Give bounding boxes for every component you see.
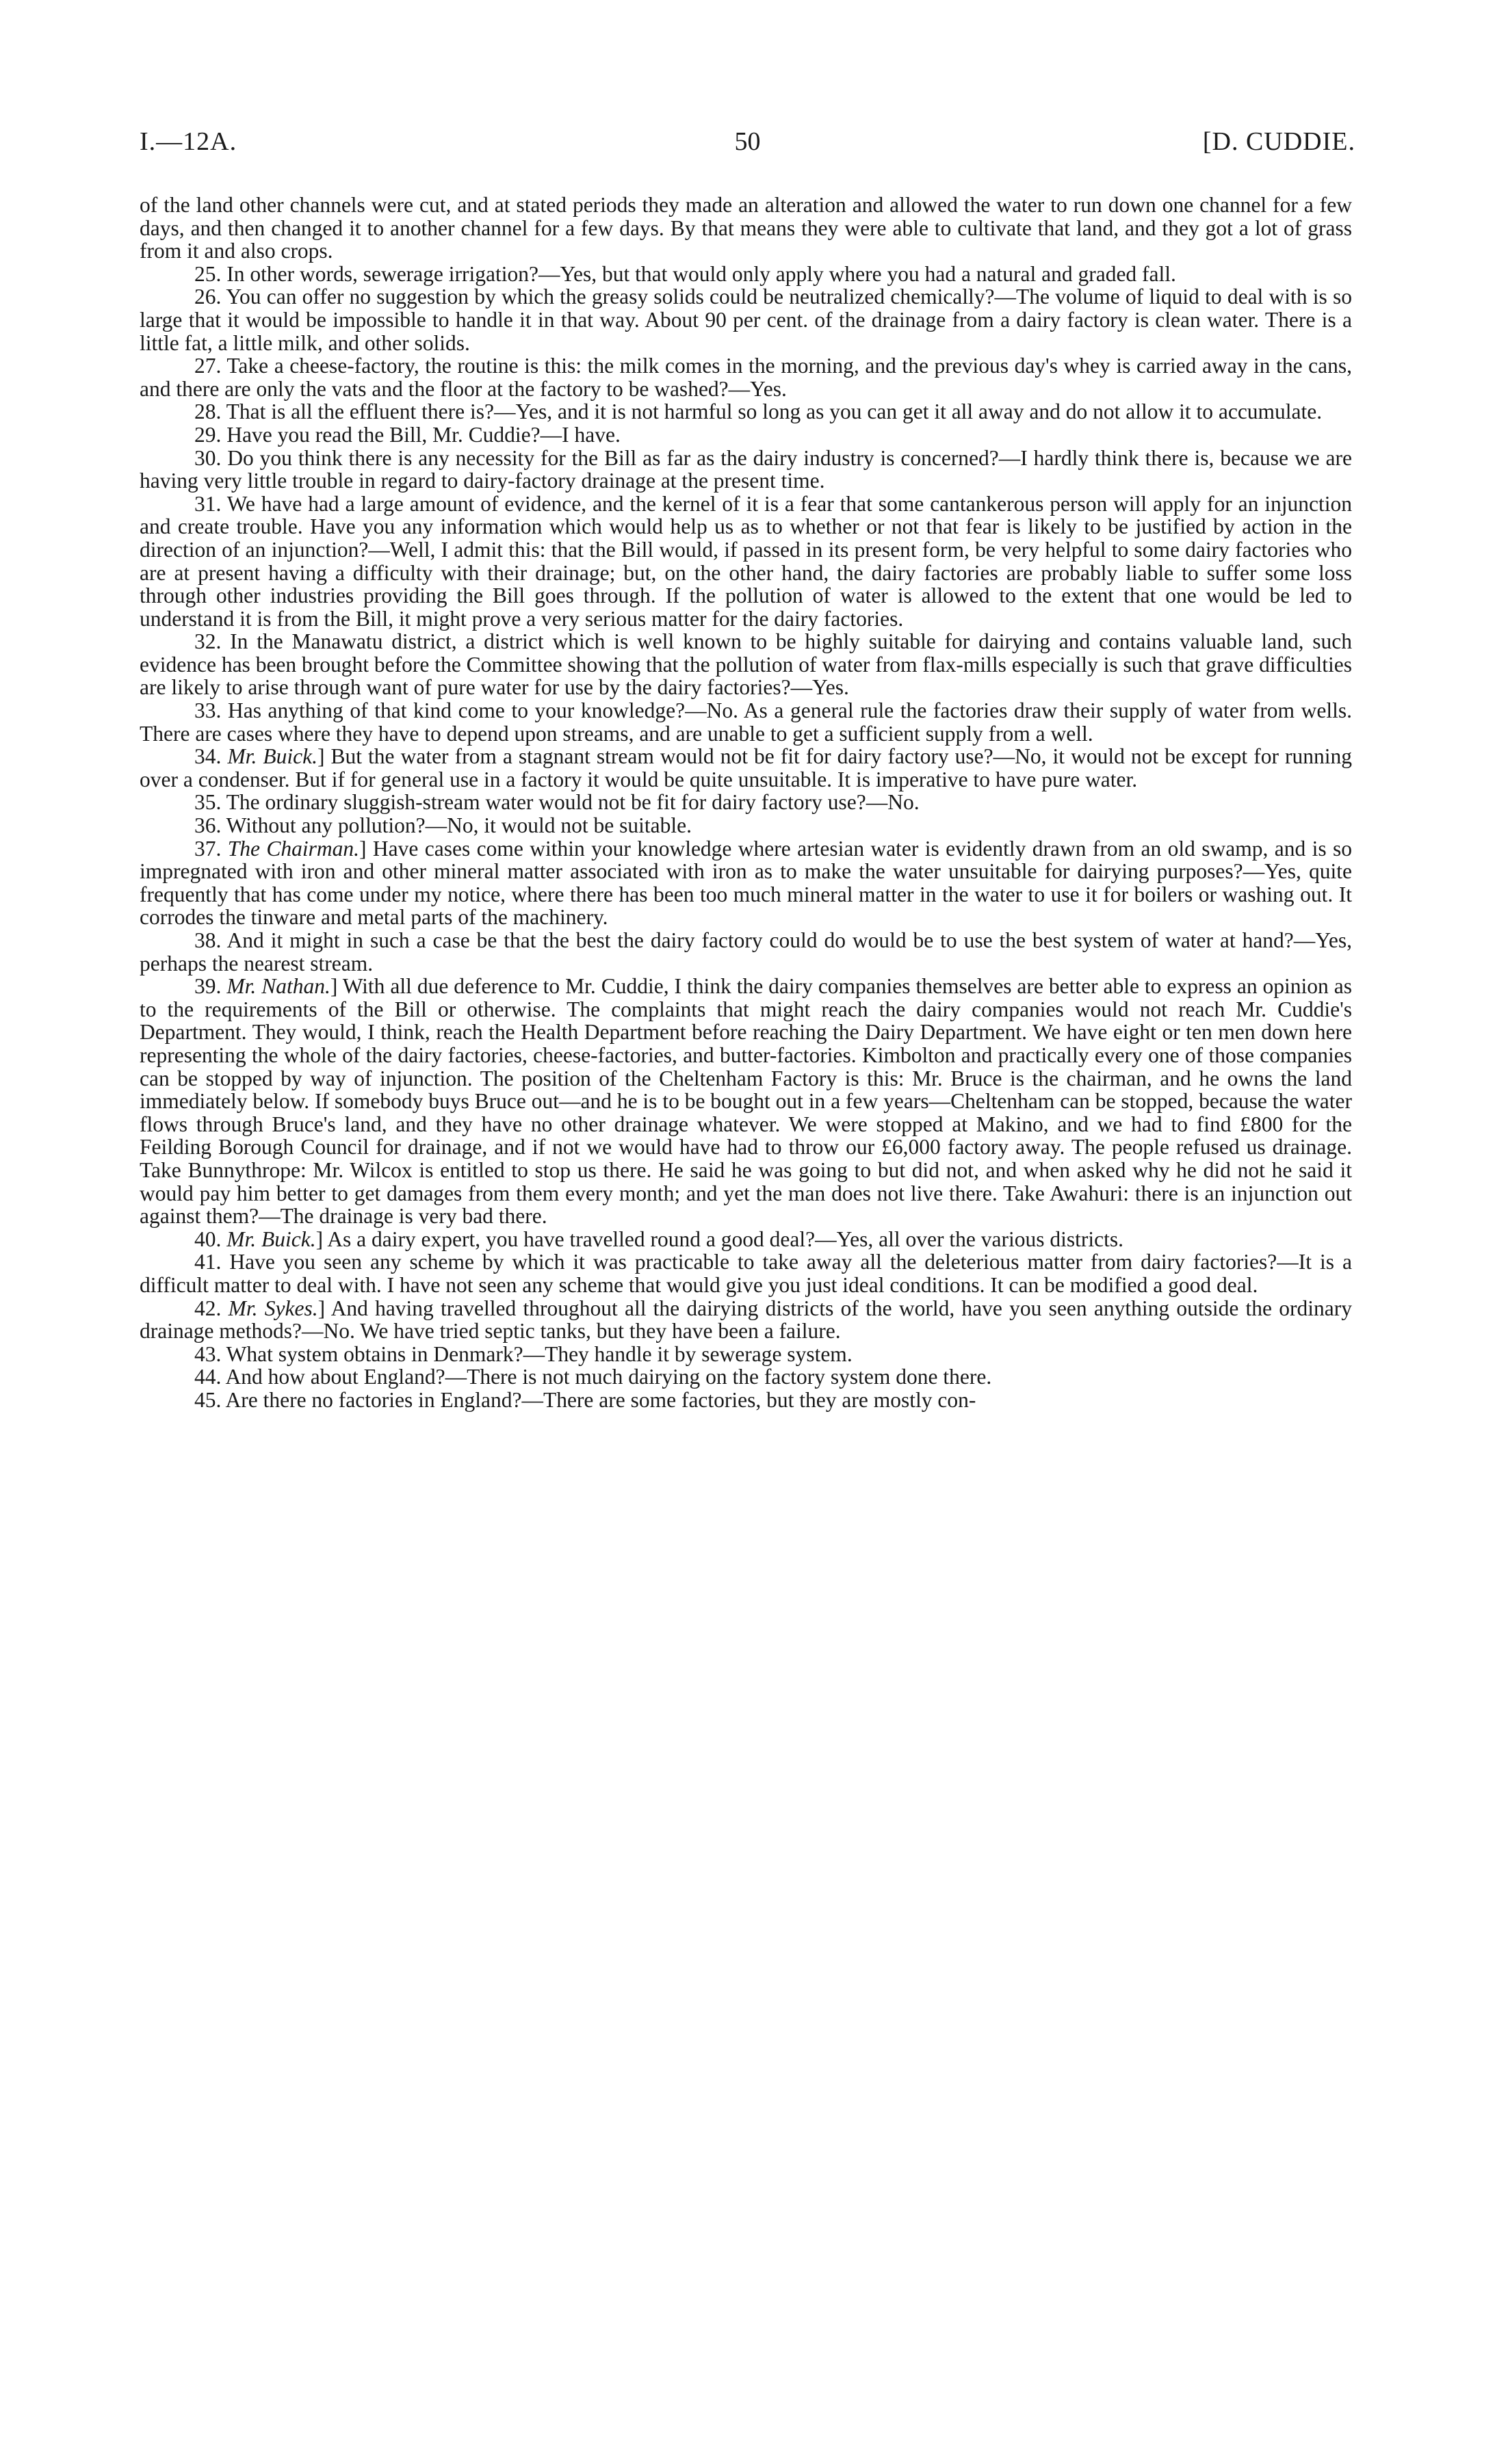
speaker-name: Mr. Nathan. bbox=[226, 974, 330, 999]
speaker-name: Mr. Sykes. bbox=[228, 1296, 318, 1320]
paragraph: 30. Do you think there is any necessity for the Bill as far as the dairy industry is concerned?—I hardly think there is, because we are having very little trouble in regard to dairy-factory drainage at the present time. bbox=[140, 445, 1352, 493]
paragraph: of the land other channels were cut, and at stated periods they made an alteration and allowed the water to run down one channel for a few days, and then changed it to another channel for a few days. By that means they were able to cultivate that land, and they got a lot of grass from it and also crops. bbox=[140, 193, 1352, 263]
document-body bbox=[140, 194, 1352, 1411]
page-header bbox=[140, 127, 1355, 168]
witness-name: [D. CUDDIE. bbox=[1202, 127, 1355, 156]
speaker-name: Mr. Buick. bbox=[226, 1227, 316, 1251]
paragraph: 40. Mr. Buick.] As a dairy expert, you have travelled round a good deal?—Yes, all over the various districts. bbox=[194, 1227, 1123, 1251]
paragraph: 31. We have had a large amount of evidence, and the kernel of it is a fear that some cantankerous person will apply for an injunction and create trouble. Have you any information which would help us as to whether or not that fear is likely to be justified by action in the direction of an injunction?—Well, I admit this: that the Bill would, if passed in its present form, be very helpful to some dairy factories who are at present having a difficulty with their drainage; but, on the other hand, the dairy factories are probably liable to suffer some loss through other industries providing the Bill goes through. If the pollution of water is allowed to the extent that one would be led to understand it is from the Bill, it might prove a very serious matter for the dairy factories. bbox=[140, 491, 1352, 631]
paragraph: 45. Are there no factories in England?—There are some factories, but they are mostly con- bbox=[194, 1387, 976, 1412]
paragraph: 38. And it might in such a case be that the best the dairy factory could do would be to use the best system of water at hand?—Yes, perhaps the nearest stream. bbox=[140, 928, 1352, 975]
paragraph: 25. In other words, sewerage irrigation?—Yes, but that would only apply where you had a natural and graded fall. bbox=[194, 261, 1176, 286]
paragraph: 26. You can offer no suggestion by which the greasy solids could be neutralized chemically?—The volume of liquid to deal with is so large that it would be impossible to handle it in that way. About 90 per cent. of the drainage from a dairy factory is clean water. There is a little fat, a little milk, and other solids. bbox=[140, 285, 1352, 355]
paragraph: 35. The ordinary sluggish-stream water would not be fit for dairy factory use?—No. bbox=[194, 790, 920, 815]
paragraph: 43. What system obtains in Denmark?—They handle it by sewerage system. bbox=[194, 1341, 853, 1366]
paragraph: 37. The Chairman.] Have cases come within your knowledge where artesian water is evidently drawn from an old swamp, and is so impregnated with iron and other mineral matter associated with iron as to make the water unsuitable for dairying purposes?—Yes, quite frequently that has come under my notice, where there has been too much mineral matter in the water to use it for boilers or washing out. It corrodes the tinware and metal parts of the machinery. bbox=[140, 836, 1352, 930]
paragraph: 36. Without any pollution?—No, it would not be suitable. bbox=[194, 813, 692, 838]
paragraph: 27. Take a cheese-factory, the routine is this: the milk comes in the morning, and the previous day's whey is carried away in the cans, and there are only the vats and the floor at the factory to be washed?—Yes. bbox=[140, 354, 1352, 401]
paragraph: 32. In the Manawatu district, a district which is well known to be highly suitable for dairying and contains valuable land, such evidence has been brought before the Committee showing that the pollution of water from flax-mills especially is such that grave difficulties are likely to arise through want of pure water for use by the dairy factories?—Yes. bbox=[140, 629, 1352, 700]
paragraph: 28. That is all the effluent there is?—Yes, and it is not harmful so long as you can get it all away and do not allow it to accumulate. bbox=[194, 399, 1323, 424]
paragraph: 44. And how about England?—There is not much dairying on the factory system done there. bbox=[194, 1365, 992, 1389]
paragraph: 33. Has anything of that kind come to your knowledge?—No. As a general rule the factories draw their supply of water from wells. There are cases where they have to depend upon streams, and are unable to get a sufficient supply from a well. bbox=[140, 698, 1352, 746]
speaker-name: Mr. Buick. bbox=[227, 744, 317, 769]
page-number: 50 bbox=[734, 127, 761, 156]
paragraph: 34. Mr. Buick.] But the water from a stagnant stream would not be fit for dairy factory use?—No, it would not be except for running over a condenser. But if for general use in a factory it would be quite unsuitable. It is imperative to have pure water. bbox=[140, 744, 1352, 791]
parliamentary-paper-reference: I.—12A. bbox=[140, 127, 237, 156]
paragraph: 39. Mr. Nathan.] With all due deference to Mr. Cuddie, I think the dairy companies themselves are better able to express an opinion as to the requirements of the Bill or otherwise. The complaints that might reach the dairy companies would not reach Mr. Cuddie's Department. They would, I think, reach the Health Department before reaching the Dairy Department. We have eight or ten men down here representing the whole of the dairy factories, cheese-factories, and butter-factories. Kimbolton and practically every one of those companies can be stopped by way of injunction. The position of the Cheltenham Factory is this: Mr. Bruce is the chairman, and he owns the land immediately below. If somebody buys Bruce out—and he is to be bought out in a few years—Cheltenham can be stopped, because the water flows through Bruce's land, and they have no other drainage whatever. We were stopped at Makino, and we had to find £800 for the Feilding Borough Council for drainage, and if not we would have had to throw our £6,000 factory away. The people refused us drainage. Take Bunnythrope: Mr. Wilcox is entitled to stop us there. He said he was going to but did not, and when asked why he did not he said it would pay him better to get damages from them every month; and yet the man does not live there. Take Awahuri: there is an injunction out against them?—The drainage is very bad there. bbox=[140, 974, 1352, 1229]
speaker-name: The Chairman. bbox=[227, 836, 360, 861]
paragraph: 29. Have you read the Bill, Mr. Cuddie?—I have. bbox=[194, 422, 621, 447]
paragraph: 41. Have you seen any scheme by which it was practicable to take away all the deleterious matter from dairy factories?—It is a difficult matter to deal with. I have not seen any scheme that would give you just ideal conditions. It can be modified a good deal. bbox=[140, 1250, 1352, 1297]
paragraph: 42. Mr. Sykes.] And having travelled throughout all the dairying districts of the world, have you seen anything outside the ordinary drainage methods?—No. We have tried septic tanks, but they have been a failure. bbox=[140, 1296, 1352, 1344]
